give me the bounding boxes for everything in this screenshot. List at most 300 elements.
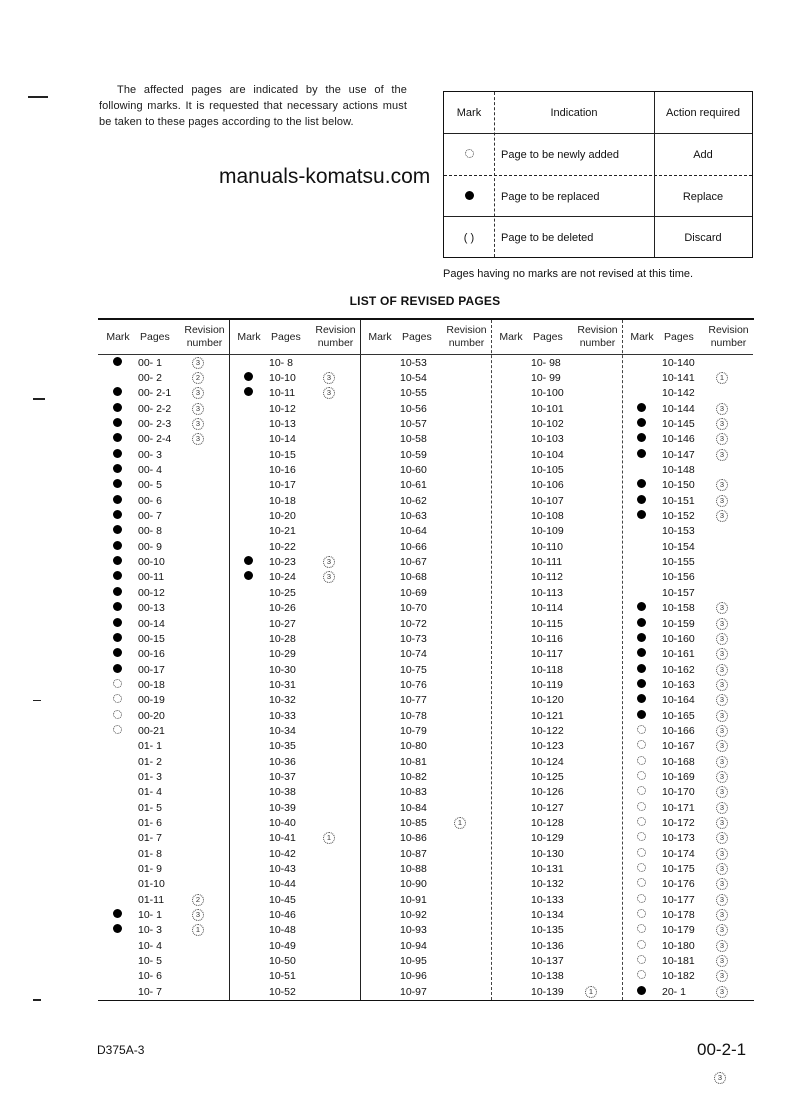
page-id: 10-95 — [400, 955, 427, 968]
table-row — [360, 386, 491, 401]
page-id: 10-68 — [400, 571, 427, 584]
list-column — [622, 320, 753, 1000]
revision-number: 3 — [714, 740, 753, 752]
page-id: 10-177 — [662, 893, 695, 906]
table-row — [360, 478, 491, 493]
revision-number: 3 — [714, 710, 753, 722]
page-id: 10-31 — [269, 678, 296, 691]
filled-circle-icon — [637, 664, 646, 673]
table-row — [491, 953, 622, 968]
page-id: 10-39 — [269, 801, 296, 814]
page-id: 10-87 — [400, 847, 427, 860]
table-row — [491, 554, 622, 569]
page-id: 10-78 — [400, 709, 427, 722]
filled-circle-icon — [637, 602, 646, 611]
page-id: 10-42 — [269, 847, 296, 860]
table-row — [229, 739, 360, 754]
table-row — [229, 984, 360, 999]
table-row — [622, 938, 753, 953]
filled-circle-icon — [637, 449, 646, 458]
table-row — [622, 708, 753, 723]
page-id: 10-140 — [662, 356, 695, 369]
page-id: 10-133 — [531, 893, 564, 906]
header-revision: Revision number — [577, 324, 618, 349]
model-number: D375A-3 — [97, 1043, 145, 1057]
table-row — [360, 616, 491, 631]
table-row — [229, 693, 360, 708]
page-id: 10-79 — [400, 724, 427, 737]
page-id: 01- 4 — [138, 786, 162, 799]
column-header — [229, 320, 360, 355]
page-id: 10-123 — [531, 740, 564, 753]
mark-replace — [622, 633, 660, 645]
open-circle-icon — [637, 924, 646, 933]
page-id: 10-17 — [269, 479, 296, 492]
filled-circle-icon — [113, 587, 122, 596]
page-id: 20- 1 — [662, 985, 686, 998]
table-row — [491, 984, 622, 999]
table-row — [98, 953, 229, 968]
table-row — [98, 708, 229, 723]
revision-number: 3 — [190, 433, 229, 445]
table-row — [360, 355, 491, 370]
table-row — [491, 892, 622, 907]
revision-number: 3 — [190, 357, 229, 369]
page-id: 10-129 — [531, 832, 564, 845]
table-row — [622, 386, 753, 401]
page-id: 00-15 — [138, 632, 165, 645]
table-row — [622, 984, 753, 999]
mark-replace — [98, 510, 136, 522]
open-circle-icon — [637, 786, 646, 795]
table-row — [491, 831, 622, 846]
mark-add — [622, 802, 660, 814]
table-row — [622, 800, 753, 815]
page-id: 10-172 — [662, 816, 695, 829]
mark-add — [622, 955, 660, 967]
revision-number: 3 — [714, 418, 753, 430]
revision-number: 3 — [714, 894, 753, 906]
page-id: 10-81 — [400, 755, 427, 768]
revision-number: 3 — [190, 418, 229, 430]
legend-row-discard — [444, 216, 752, 258]
page-id: 10-144 — [662, 402, 695, 415]
page-id: 10-82 — [400, 770, 427, 783]
margin-mark — [33, 999, 41, 1001]
revision-number: 3 — [321, 372, 360, 384]
table-row — [98, 462, 229, 477]
revision-number: 3 — [190, 909, 229, 921]
page-id: 10- 98 — [531, 356, 561, 369]
revision-number: 3 — [714, 817, 753, 829]
page-id: 10-66 — [400, 540, 427, 553]
revision-number: 3 — [714, 970, 753, 982]
table-row — [622, 877, 753, 892]
table-row — [491, 585, 622, 600]
table-row — [360, 846, 491, 861]
filled-circle-icon — [113, 556, 122, 565]
page-id: 10-121 — [531, 709, 564, 722]
list-column — [491, 320, 622, 1000]
legend-indication: Page to be newly added — [501, 148, 620, 161]
filled-circle-icon — [113, 510, 122, 519]
page-id: 10-57 — [400, 418, 427, 431]
table-row — [360, 815, 491, 830]
table-row — [622, 769, 753, 784]
table-row — [229, 723, 360, 738]
table-row — [98, 631, 229, 646]
revision-number: 3 — [714, 479, 753, 491]
table-row — [360, 662, 491, 677]
table-row — [360, 585, 491, 600]
table-row — [622, 861, 753, 876]
page-id: 10-139 — [531, 985, 564, 998]
page-id: 10-20 — [269, 510, 296, 523]
page-id: 10-151 — [662, 494, 695, 507]
page-id: 10-134 — [531, 909, 564, 922]
mark-replace — [229, 372, 267, 384]
filled-circle-icon — [637, 479, 646, 488]
open-circle-icon — [637, 740, 646, 749]
legend-indication: Page to be replaced — [501, 190, 600, 203]
open-circle-icon — [637, 955, 646, 964]
page-id: 10-128 — [531, 816, 564, 829]
page-id: 01- 7 — [138, 832, 162, 845]
mark-add — [622, 771, 660, 783]
revision-number: 3 — [714, 786, 753, 798]
page-id: 10-21 — [269, 525, 296, 538]
page-id: 10-146 — [662, 433, 695, 446]
page-id: 10-53 — [400, 356, 427, 369]
page-id: 10-118 — [531, 663, 563, 676]
page-id: 10-160 — [662, 632, 695, 645]
table-row — [622, 923, 753, 938]
table-row — [229, 877, 360, 892]
table-row — [229, 601, 360, 616]
filled-circle-icon — [637, 648, 646, 657]
filled-circle-icon — [244, 556, 253, 565]
page-id: 00- 3 — [138, 448, 162, 461]
table-row — [622, 815, 753, 830]
mark-add — [622, 894, 660, 906]
table-row — [98, 524, 229, 539]
revision-number: 1 — [190, 924, 229, 936]
filled-circle-icon — [637, 679, 646, 688]
page-id: 10-113 — [531, 586, 563, 599]
table-row — [229, 416, 360, 431]
table-row — [229, 846, 360, 861]
column-header — [491, 320, 622, 355]
page-id: 10-34 — [269, 724, 296, 737]
mark-replace — [98, 633, 136, 645]
table-row — [98, 877, 229, 892]
filled-circle-icon — [113, 403, 122, 412]
filled-circle-icon — [637, 694, 646, 703]
table-row — [360, 800, 491, 815]
page-id: 10-90 — [400, 878, 427, 891]
table-row — [622, 892, 753, 907]
mark-add — [98, 725, 136, 737]
mark-replace — [98, 909, 136, 921]
page-id: 10-29 — [269, 648, 296, 661]
page-id: 10-35 — [269, 740, 296, 753]
table-row — [98, 677, 229, 692]
page-id: 10-83 — [400, 786, 427, 799]
table-row — [98, 923, 229, 938]
table-row — [360, 508, 491, 523]
table-row — [491, 432, 622, 447]
table-row — [98, 861, 229, 876]
revision-number: 3 — [321, 571, 360, 583]
table-row — [98, 693, 229, 708]
table-row — [229, 539, 360, 554]
page-id: 10-127 — [531, 801, 564, 814]
table-row — [622, 693, 753, 708]
table-row — [98, 785, 229, 800]
page-id: 10-104 — [531, 448, 564, 461]
page-id: 10-76 — [400, 678, 427, 691]
page-id: 10-106 — [531, 479, 564, 492]
revision-number: 3 — [714, 848, 753, 860]
table-row — [622, 554, 753, 569]
table-row — [229, 570, 360, 585]
page-id: 10-154 — [662, 540, 695, 553]
table-row — [491, 647, 622, 662]
page-id: 10-64 — [400, 525, 427, 538]
page-id: 00-19 — [138, 694, 165, 707]
mark-add — [622, 909, 660, 921]
page-id: 00-20 — [138, 709, 165, 722]
page-id: 10-70 — [400, 602, 427, 615]
revision-number: 1 — [714, 372, 753, 384]
table-row — [98, 754, 229, 769]
filled-circle-icon — [113, 495, 122, 504]
mark-replace — [98, 571, 136, 583]
open-circle-icon — [113, 725, 122, 734]
legend-action: Add — [693, 148, 713, 161]
page-id: 10- 4 — [138, 939, 162, 952]
page-id: 10-59 — [400, 448, 427, 461]
page-id: 00- 4 — [138, 464, 162, 477]
header-mark: Mark — [106, 331, 130, 343]
table-row — [229, 662, 360, 677]
table-row — [98, 370, 229, 385]
page-id: 10-67 — [400, 556, 427, 569]
table-row — [98, 493, 229, 508]
no-mark-note: Pages having no marks are not revised at this time. — [443, 268, 694, 280]
filled-circle-icon — [113, 648, 122, 657]
page-id: 10-33 — [269, 709, 296, 722]
table-row — [360, 953, 491, 968]
page-id: 10-49 — [269, 939, 296, 952]
page-id: 10-94 — [400, 939, 427, 952]
filled-circle-icon — [637, 633, 646, 642]
mark-add — [622, 970, 660, 982]
table-row — [360, 923, 491, 938]
mark-add — [622, 878, 660, 890]
page-id: 10-61 — [400, 479, 427, 492]
mark-replace — [98, 648, 136, 660]
page-id: 10-161 — [662, 648, 695, 661]
revision-number: 1 — [321, 832, 360, 844]
table-row — [491, 462, 622, 477]
filled-circle-icon — [637, 986, 646, 995]
revision-number: 3 — [714, 449, 753, 461]
page-id: 10-96 — [400, 970, 427, 983]
table-row — [360, 493, 491, 508]
table-row — [622, 969, 753, 984]
page-id: 10-168 — [662, 755, 695, 768]
table-row — [229, 785, 360, 800]
mark-replace — [622, 679, 660, 691]
mark-replace — [98, 357, 136, 369]
page-id: 10-150 — [662, 479, 695, 492]
mark-replace — [98, 418, 136, 430]
page-id: 10-75 — [400, 663, 427, 676]
open-circle-icon — [637, 894, 646, 903]
table-row — [622, 831, 753, 846]
page-id: 10-173 — [662, 832, 695, 845]
revision-number: 3 — [714, 648, 753, 660]
page-id: 10-12 — [269, 402, 296, 415]
table-row — [360, 723, 491, 738]
page-id: 01- 1 — [138, 740, 162, 753]
mark-replace — [229, 571, 267, 583]
filled-circle-icon — [113, 602, 122, 611]
mark-replace — [622, 403, 660, 415]
page-id: 10-18 — [269, 494, 296, 507]
page-id: 10-62 — [400, 494, 427, 507]
page-id: 10-10 — [269, 372, 296, 385]
page-id: 10-164 — [662, 694, 695, 707]
table-row — [622, 447, 753, 462]
table-row — [491, 708, 622, 723]
page-id: 10-102 — [531, 418, 564, 431]
table-row — [360, 739, 491, 754]
page-id: 10-72 — [400, 617, 427, 630]
revision-number: 3 — [714, 679, 753, 691]
page-id: 10-88 — [400, 863, 427, 876]
table-row — [98, 585, 229, 600]
table-row — [360, 447, 491, 462]
page-id: 10-58 — [400, 433, 427, 446]
page-id: 10-115 — [531, 617, 563, 630]
revision-number: 3 — [714, 403, 753, 415]
revision-number: 3 — [714, 756, 753, 768]
legend-action: Discard — [684, 231, 722, 244]
table-row — [229, 585, 360, 600]
table-row — [98, 570, 229, 585]
mark-replace — [622, 510, 660, 522]
table-row — [360, 647, 491, 662]
table-row — [229, 969, 360, 984]
page-id: 10-51 — [269, 970, 296, 983]
table-row — [622, 462, 753, 477]
table-row — [360, 370, 491, 385]
header-revision: Revision number — [184, 324, 225, 349]
page-id: 10-84 — [400, 801, 427, 814]
page-id: 10-105 — [531, 464, 564, 477]
page-id: 10-22 — [269, 540, 296, 553]
intro-paragraph: The affected pages are indicated by the use of the following marks. It is requested that necessary actions must be taken to these pages according to the list below. — [99, 84, 407, 128]
table-row — [98, 539, 229, 554]
page-id: 10-46 — [269, 909, 296, 922]
mark-add — [622, 832, 660, 844]
header-pages: Pages — [140, 331, 170, 343]
mark-replace — [98, 587, 136, 599]
table-row — [622, 355, 753, 370]
table-row — [491, 539, 622, 554]
page-id: 10-170 — [662, 786, 695, 799]
legend-row-replace — [444, 175, 752, 217]
mark-replace — [622, 694, 660, 706]
table-row — [229, 462, 360, 477]
table-row — [622, 478, 753, 493]
page-id: 01- 9 — [138, 863, 162, 876]
table-row — [491, 478, 622, 493]
page-id: 10-120 — [531, 694, 564, 707]
table-row — [491, 693, 622, 708]
table-row — [229, 677, 360, 692]
page-id: 10-32 — [269, 694, 296, 707]
page-id: 10-27 — [269, 617, 296, 630]
table-row — [98, 815, 229, 830]
table-row — [229, 708, 360, 723]
filled-circle-icon — [113, 433, 122, 442]
revision-number: 3 — [714, 664, 753, 676]
page-id: 01- 5 — [138, 801, 162, 814]
table-row — [360, 401, 491, 416]
table-row — [491, 769, 622, 784]
page-id: 10-54 — [400, 372, 427, 385]
table-row — [360, 631, 491, 646]
filled-circle-icon — [113, 464, 122, 473]
revision-number: 3 — [714, 725, 753, 737]
table-row — [229, 769, 360, 784]
page-id: 10-153 — [662, 525, 695, 538]
page-revision-badge: 3 — [714, 1067, 726, 1085]
page-id: 10-38 — [269, 786, 296, 799]
table-row — [622, 539, 753, 554]
mark-replace — [622, 418, 660, 430]
page-id: 10-176 — [662, 878, 695, 891]
page-id: 10-30 — [269, 663, 296, 676]
page-id: 10-130 — [531, 847, 564, 860]
table-row — [360, 462, 491, 477]
mark-replace — [229, 556, 267, 568]
filled-circle-icon — [637, 510, 646, 519]
table-row — [622, 370, 753, 385]
page-id: 10-14 — [269, 433, 296, 446]
header-revision: Revision number — [315, 324, 356, 349]
page-id: 10-69 — [400, 586, 427, 599]
table-row — [229, 892, 360, 907]
mark-replace — [622, 986, 660, 998]
page-id: 00-17 — [138, 663, 165, 676]
mark-replace — [98, 464, 136, 476]
page-id: 10-163 — [662, 678, 695, 691]
table-row — [491, 739, 622, 754]
page-id: 10-16 — [269, 464, 296, 477]
table-row — [622, 416, 753, 431]
filled-circle-icon — [637, 618, 646, 627]
open-circle-icon — [637, 756, 646, 765]
table-row — [229, 861, 360, 876]
table-row — [98, 984, 229, 999]
page-id: 00-11 — [138, 571, 165, 584]
filled-circle-icon — [244, 387, 253, 396]
table-row — [229, 355, 360, 370]
